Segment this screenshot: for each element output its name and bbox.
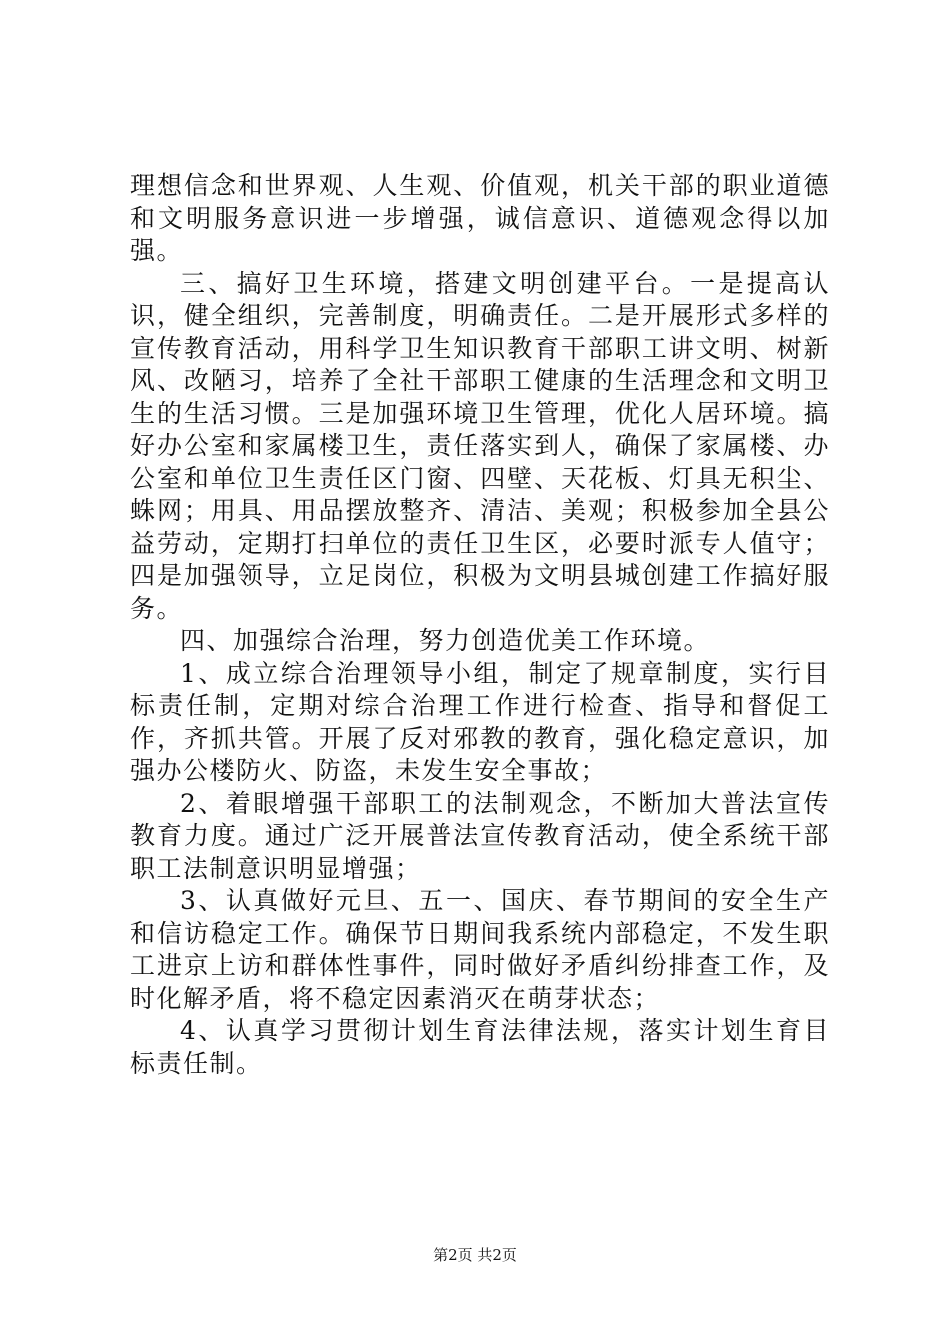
paragraph-item-4: 4、认真学习贯彻计划生育法律法规，落实计划生育目标责任制。	[130, 1016, 830, 1078]
document-body	[130, 170, 830, 1080]
paragraph-item-3: 3、认真做好元旦、五一、国庆、春节期间的安全生产和信访稳定工作。确保节日期间我系统内部稳定，不发生职工进京上访和群体性事件，同时做好矛盾纠纷排查工作，及时化解矛盾，将不稳定因素消灭在萌芽状态；	[130, 886, 830, 1013]
paragraph-section-three: 三、搞好卫生环境，搭建文明创建平台。一是提高认识，健全组织，完善制度，明确责任。二是开展形式多样的宣传教育活动，用科学卫生知识教育干部职工讲文明、树新风、改陋习，培养了全社干部职工健康的生活理念和文明卫生的生活习惯。三是加强环境卫生管理，优化人居环境。搞好办公室和家属楼卫生，责任落实到人，确保了家属楼、办公室和单位卫生责任区门窗、四壁、天花板、灯具无积尘、蛛网；用具、用品摆放整齐、清洁、美观；积极参加全县公益劳动，定期打扫单位的责任卫生区，必要时派专人值守；四是加强领导，立足岗位，积极为文明县城创建工作搞好服务。	[130, 268, 830, 623]
paragraph-item-1: 1、成立综合治理领导小组，制定了规章制度，实行目标责任制，定期对综合治理工作进行检查、指导和督促工作，齐抓共管。开展了反对邪教的教育，强化稳定意识，加强办公楼防火、防盗，未发生安全事故；	[130, 658, 830, 785]
page-number-footer: 第2页 共2页	[433, 1246, 517, 1264]
paragraph-continuation: 理想信念和世界观、人生观、价值观，机关干部的职业道德和文明服务意识进一步增强，诚信意识、道德观念得以加强。	[130, 171, 830, 265]
paragraph-item-2: 2、着眼增强干部职工的法制观念，不断加大普法宣传教育力度。通过广泛开展普法宣传教育活动，使全系统干部职工法制意识明显增强；	[130, 788, 830, 883]
paragraph-section-four-heading: 四、加强综合治理，努力创造优美工作环境。	[180, 626, 711, 655]
